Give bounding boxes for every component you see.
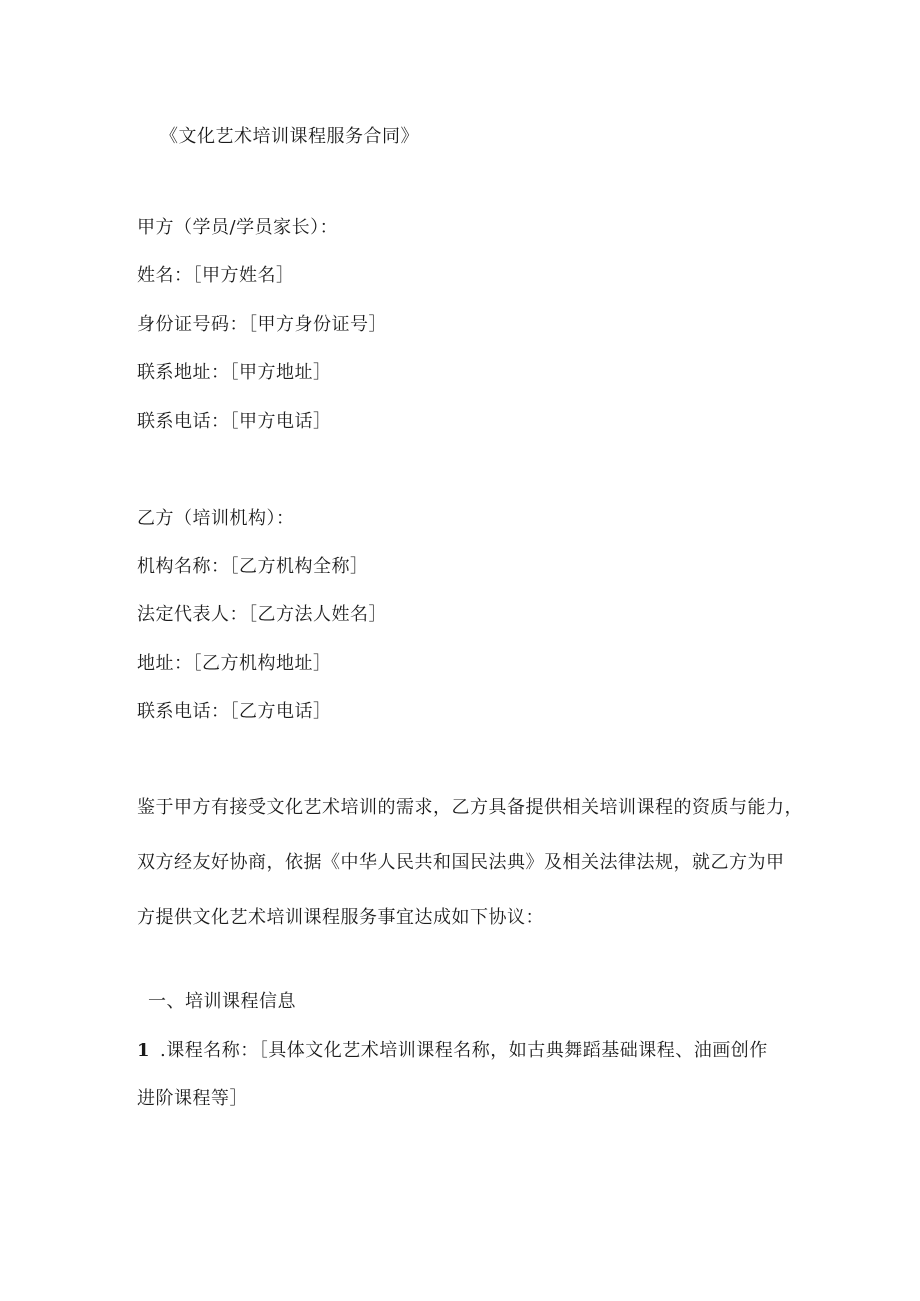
party-b-phone: 联系电话：［乙方电话］ (137, 701, 332, 722)
party-b-heading: 乙方（培训机构）： (137, 508, 295, 529)
party-a-address: 联系地址：［甲方地址］ (137, 362, 332, 383)
party-a-name: 姓名：［甲方姓名］ (137, 265, 295, 286)
preamble-line: 鉴于甲方有接受文化艺术培训的需求，乙方具备提供相关培训课程的资质与能力， (137, 797, 803, 818)
course-name-item (137, 1039, 768, 1063)
party-a-phone: 联系电话：［甲方电话］ (137, 411, 332, 432)
preamble-line: 方提供文化艺术培训课程服务事宜达成如下协议： (137, 907, 544, 928)
party-b-address: 地址：［乙方机构地址］ (137, 653, 332, 674)
party-a-heading: 甲方（学员/学员家长）： (137, 217, 339, 238)
party-b-legal-rep: 法定代表人：［乙方法人姓名］ (137, 604, 387, 625)
document-title: 《文化艺术培训课程服务合同》 (160, 126, 419, 147)
item-number: 1 (137, 1040, 151, 1061)
preamble-line: 双方经友好协商，依据《中华人民共和国民法典》及相关法律法规，就乙方为甲 (137, 852, 785, 873)
party-b-org-name: 机构名称：［乙方机构全称］ (137, 556, 369, 577)
course-name-text: .课程名称：［具体文化艺术培训课程名称，如古典舞蹈基础课程、油画创作 (160, 1040, 768, 1061)
course-name-continuation: 进阶课程等］ (137, 1088, 248, 1109)
party-a-id-number: 身份证号码：［甲方身份证号］ (137, 314, 387, 335)
section-1-heading: 一、培训课程信息 (148, 991, 296, 1012)
preamble-paragraph (137, 796, 803, 961)
